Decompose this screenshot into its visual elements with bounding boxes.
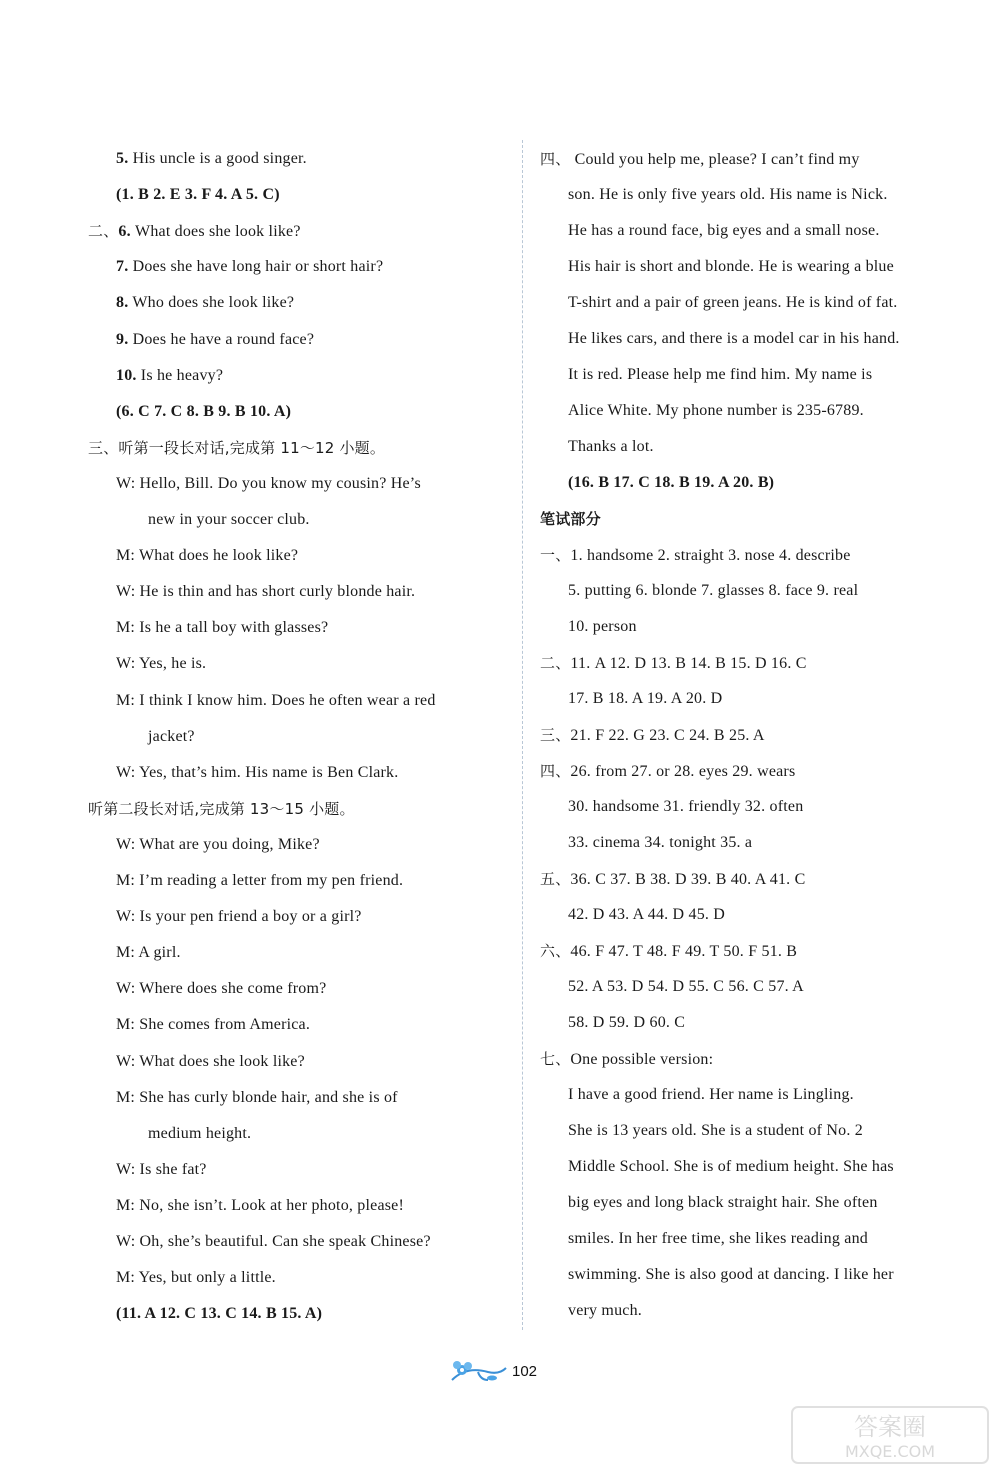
- line-text: W: Is she fat?: [116, 1160, 207, 1178]
- section-label: 三、: [540, 726, 571, 744]
- left-column-line: [116, 329, 314, 351]
- line-text: W: Yes, that’s him. His name is Ben Clark.: [116, 763, 399, 781]
- section-label: 七、: [540, 1050, 571, 1068]
- right-column-line: [568, 688, 722, 710]
- line-text: Could you help me, please? I can’t find my: [570, 151, 860, 168]
- right-column-line: [568, 1012, 685, 1034]
- left-column-line: [116, 834, 320, 856]
- line-text: 10. person: [568, 618, 637, 635]
- left-column-line: [116, 978, 326, 1000]
- line-text: 1. handsome 2. straight 3. nose 4. describe: [570, 547, 851, 564]
- left-column-line: [148, 726, 195, 748]
- line-text: W: Yes, he is.: [116, 655, 207, 673]
- line-text: He likes cars, and there is a model car in his hand.: [568, 330, 900, 347]
- line-text: M: She comes from America.: [116, 1016, 311, 1034]
- line-text: 52. A 53. D 54. D 55. C 56. C 57. A: [568, 978, 804, 995]
- left-column-line: [116, 690, 436, 712]
- left-column-line: [116, 365, 223, 387]
- answer-key: (11. A 12. C 13. C 14. B 15. A): [116, 1305, 323, 1323]
- right-column-line: [540, 508, 601, 530]
- item-number: 6.: [118, 223, 131, 241]
- left-column-line: [116, 184, 280, 206]
- right-column-line: [540, 1048, 713, 1071]
- right-column-line: [568, 256, 894, 278]
- right-column-line: [568, 976, 804, 998]
- line-text: smiles. In her free time, she likes reading and: [568, 1230, 868, 1247]
- right-column-line: [568, 1120, 863, 1142]
- line-text: new in your soccer club.: [148, 511, 310, 528]
- line-text: M: I think I know him. Does he often wear a red: [116, 691, 436, 709]
- line-text: son. He is only five years old. His name is Nick.: [568, 186, 888, 203]
- right-column-line: [568, 400, 864, 422]
- left-column-line: [116, 401, 291, 423]
- left-column-line: [116, 256, 383, 278]
- left-column-line: [116, 870, 403, 892]
- section-label: 六、: [540, 942, 571, 960]
- right-column-line: [568, 1228, 868, 1250]
- line-text: swimming. She is also good at dancing. I like her: [568, 1266, 894, 1283]
- line-text: Middle School. She is of medium height. She has: [568, 1158, 894, 1175]
- right-column-line: [568, 472, 774, 494]
- right-column-line: [540, 760, 795, 783]
- line-text: Does he have a round face?: [128, 330, 315, 348]
- right-column-line: [568, 580, 858, 602]
- line-text: 三、听第一段长对话,完成第 11～12 小题。: [88, 438, 386, 457]
- line-text: 笔试部分: [540, 510, 601, 528]
- line-text: Alice White. My phone number is 235-6789.: [568, 402, 864, 419]
- right-column-line: [568, 436, 654, 458]
- right-column-line: [540, 940, 797, 963]
- line-text: M: She has curly blonde hair, and she is of: [116, 1088, 398, 1106]
- left-column-line: [148, 1123, 251, 1145]
- line-text: 11. A 12. D 13. B 14. B 15. D 16. C: [570, 655, 807, 672]
- column-divider: [522, 140, 523, 1330]
- item-number: 5.: [116, 150, 129, 167]
- line-text: Thanks a lot.: [568, 438, 654, 455]
- line-text: 17. B 18. A 19. A 20. D: [568, 690, 723, 707]
- left-column-line: [116, 1303, 322, 1325]
- section-label: 四、: [540, 762, 571, 780]
- line-text: M: A girl.: [116, 944, 181, 962]
- line-text: His uncle is a good singer.: [128, 150, 307, 167]
- line-text: M: I’m reading a letter from my pen friend.: [116, 872, 404, 889]
- line-text: 42. D 43. A 44. D 45. D: [568, 906, 726, 923]
- left-column-line: [116, 617, 328, 639]
- right-column-line: [568, 1300, 642, 1322]
- line-text: 36. C 37. B 38. D 39. B 40. A 41. C: [570, 871, 806, 888]
- line-text: big eyes and long black straight hair. She often: [568, 1194, 878, 1211]
- left-column-line: [116, 942, 181, 964]
- right-column-line: [568, 184, 888, 206]
- answer-key: (16. B 17. C 18. B 19. A 20. B): [568, 474, 775, 491]
- line-text: His hair is short and blonde. He is wearing a blue: [568, 258, 894, 275]
- right-column-line: [568, 292, 897, 314]
- answer-key: (1. B 2. E 3. F 4. A 5. C): [116, 186, 280, 204]
- right-column-line: [568, 220, 880, 242]
- line-text: Is he heavy?: [136, 366, 224, 384]
- section-label: 五、: [540, 870, 571, 888]
- left-column-line: [116, 581, 415, 603]
- line-text: T-shirt and a pair of green jeans. He is kind of fat.: [568, 294, 898, 311]
- item-number: 8.: [116, 294, 129, 312]
- line-text: W: He is thin and has short curly blonde hair.: [116, 583, 416, 601]
- right-column-line: [568, 832, 752, 854]
- line-text: W: Oh, she’s beautiful. Can she speak Chinese?: [116, 1233, 431, 1250]
- left-column-line: [116, 906, 362, 928]
- line-text: W: What are you doing, Mike?: [116, 835, 320, 853]
- left-column-line: [148, 509, 310, 531]
- left-column-line: [116, 1267, 276, 1289]
- right-column-line: [540, 868, 805, 891]
- line-text: M: No, she isn’t. Look at her photo, please!: [116, 1196, 405, 1214]
- page-footer: [0, 1358, 1000, 1398]
- svg-text:答案圈: 答案圈: [854, 1413, 926, 1441]
- line-text: 听第二段长对话,完成第 13～15 小题。: [88, 799, 355, 818]
- left-column-line: [116, 1014, 310, 1036]
- answer-key: (6. C 7. C 8. B 9. B 10. A): [116, 402, 292, 420]
- line-text: She is 13 years old. She is a student of No. 2: [568, 1122, 863, 1139]
- line-text: very much.: [568, 1302, 642, 1319]
- line-text: jacket?: [148, 727, 195, 745]
- line-text: M: Is he a tall boy with glasses?: [116, 619, 329, 637]
- right-column-line: [568, 1264, 894, 1286]
- left-column-line: [116, 545, 298, 567]
- right-column-line: [568, 796, 803, 818]
- left-column-line: [88, 220, 301, 243]
- line-text: I have a good friend. Her name is Lingling.: [568, 1086, 854, 1103]
- right-column-line: [568, 616, 637, 638]
- left-column-line: [116, 1087, 398, 1109]
- right-column-line: [540, 544, 851, 567]
- line-text: 26. from 27. or 28. eyes 29. wears: [570, 763, 796, 780]
- line-text: 58. D 59. D 60. C: [568, 1014, 686, 1031]
- line-text: W: What does she look like?: [116, 1052, 305, 1070]
- left-column-line: [116, 1159, 207, 1181]
- line-text: 33. cinema 34. tonight 35. a: [568, 834, 753, 851]
- right-column-line: [540, 724, 765, 747]
- section-label: 一、: [540, 546, 571, 564]
- watermark-logo: [790, 1405, 990, 1465]
- left-column-line: [116, 1195, 404, 1217]
- left-column-line: [116, 762, 398, 784]
- line-text: W: Where does she come from?: [116, 980, 327, 998]
- line-text: 46. F 47. T 48. F 49. T 50. F 51. B: [570, 943, 798, 960]
- item-number: 7.: [116, 258, 129, 276]
- line-text: What does she look like?: [130, 223, 301, 241]
- line-text: He has a round face, big eyes and a small nose.: [568, 222, 880, 239]
- line-text: medium height.: [148, 1124, 252, 1142]
- blue-flower-icon: [448, 1358, 508, 1388]
- line-text: 30. handsome 31. friendly 32. often: [568, 798, 804, 815]
- line-text: Who does she look like?: [128, 294, 295, 312]
- line-text: W: Is your pen friend a boy or a girl?: [116, 908, 362, 926]
- left-column-line: [116, 653, 206, 675]
- line-text: 5. putting 6. blonde 7. glasses 8. face 9. real: [568, 582, 859, 599]
- page-number: 102: [512, 1363, 538, 1380]
- right-column-line: [568, 904, 725, 926]
- left-column-line: [116, 1231, 431, 1253]
- line-text: One possible version:: [570, 1051, 714, 1068]
- right-column-line: [568, 1084, 854, 1106]
- line-text: M: What does he look like?: [116, 547, 299, 565]
- section-label: 二、: [540, 654, 571, 672]
- line-text: 21. F 22. G 23. C 24. B 25. A: [570, 727, 765, 744]
- section-label: 四、: [540, 150, 571, 168]
- item-number: 9.: [116, 330, 129, 348]
- left-column-line: [116, 1051, 305, 1073]
- line-text: M: Yes, but only a little.: [116, 1269, 276, 1287]
- line-text: W: Hello, Bill. Do you know my cousin? He’s: [116, 474, 421, 492]
- line-text: It is red. Please help me find him. My name is: [568, 366, 873, 383]
- left-column-line: [88, 798, 355, 820]
- right-column-line: [540, 148, 860, 171]
- left-column-line: [116, 473, 421, 495]
- left-column-line: [88, 437, 385, 459]
- section-label: 二、: [88, 222, 119, 241]
- svg-text:MXQE.COM: MXQE.COM: [844, 1442, 936, 1461]
- left-column-line: [116, 148, 307, 170]
- line-text: Does she have long hair or short hair?: [128, 258, 384, 276]
- left-column-line: [116, 292, 294, 314]
- right-column-line: [540, 652, 807, 675]
- right-column-line: [568, 328, 900, 350]
- right-column-line: [568, 364, 872, 386]
- right-column-line: [568, 1192, 878, 1214]
- right-column-line: [568, 1156, 894, 1178]
- item-number: 10.: [116, 366, 137, 384]
